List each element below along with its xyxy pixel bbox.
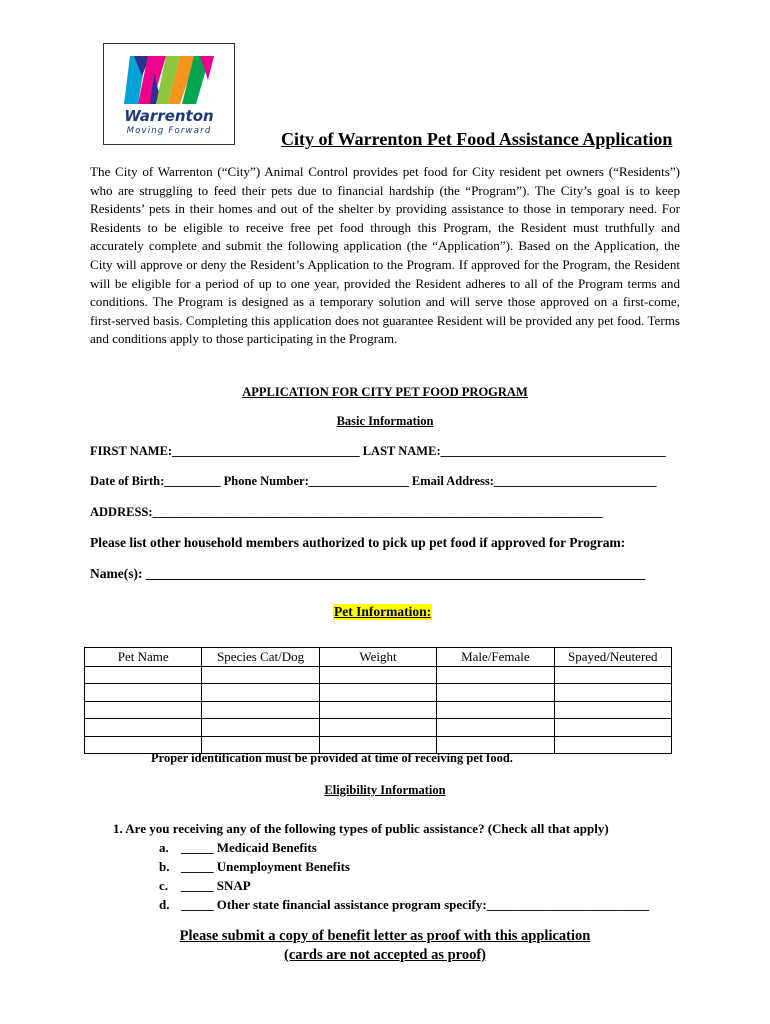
table-cell[interactable] (437, 701, 554, 718)
table-cell[interactable] (437, 719, 554, 736)
col-pet-name: Pet Name (85, 648, 202, 667)
option-letter: a. (159, 840, 169, 855)
table-cell[interactable] (319, 719, 436, 736)
table-row (85, 667, 672, 684)
last-name-field[interactable]: LAST NAME:____________________________________ (359, 444, 666, 458)
option-text: _____ Other state financial assistance program specify:_________________________ (181, 897, 650, 912)
table-cell[interactable] (554, 719, 671, 736)
table-cell[interactable] (437, 684, 554, 701)
option-unemployment[interactable] (159, 859, 350, 875)
option-medicaid[interactable] (159, 840, 317, 856)
first-name-field[interactable]: FIRST NAME:______________________________ (90, 444, 360, 458)
table-cell[interactable] (85, 667, 202, 684)
option-letter: d. (159, 897, 170, 912)
basic-info-heading: Basic Information (336, 414, 434, 428)
option-other[interactable] (159, 897, 649, 913)
logo-tagline: Moving Forward (126, 126, 212, 136)
table-row (85, 719, 672, 736)
table-cell[interactable] (202, 701, 319, 718)
eligibility-heading: Eligibility Information (324, 783, 446, 797)
email-field[interactable]: Email Address:__________________________ (408, 474, 657, 488)
table-cell[interactable] (85, 701, 202, 718)
table-cell[interactable] (85, 719, 202, 736)
table-cell[interactable] (554, 736, 671, 753)
pet-table (84, 647, 672, 754)
page-title: City of Warrenton Pet Food Assistance Application (281, 129, 673, 149)
option-text: _____ Unemployment Benefits (181, 859, 350, 874)
identification-note: Proper identification must be provided at time of receiving pet food. (151, 751, 513, 765)
col-spayed: Spayed/Neutered (554, 648, 671, 667)
col-species: Species Cat/Dog (202, 648, 319, 667)
submit-note-cards: (cards are not accepted as proof) (283, 947, 487, 963)
table-row (85, 684, 672, 701)
table-cell[interactable] (554, 684, 671, 701)
household-names-field[interactable]: Name(s): __________________________________________________________________________ (90, 566, 646, 581)
city-logo (103, 43, 235, 145)
option-letter: c. (159, 878, 169, 893)
option-snap[interactable] (159, 878, 251, 894)
dob-field[interactable]: Date of Birth:_________ (90, 474, 221, 488)
application-heading: APPLICATION FOR CITY PET FOOD PROGRAM (242, 385, 528, 399)
col-weight: Weight (319, 648, 436, 667)
table-cell[interactable] (202, 684, 319, 701)
table-cell[interactable] (202, 719, 319, 736)
logo-name: Warrenton (124, 107, 214, 125)
phone-field[interactable]: Phone Number:________________ (220, 474, 409, 488)
table-cell[interactable] (554, 701, 671, 718)
address-field[interactable]: ADDRESS:________________________________________________________________________ (90, 505, 603, 519)
contact-row (90, 474, 690, 489)
table-cell[interactable] (437, 667, 554, 684)
option-letter: b. (159, 859, 170, 874)
table-cell[interactable] (85, 684, 202, 701)
table-cell[interactable] (319, 701, 436, 718)
col-sex: Male/Female (437, 648, 554, 667)
question-1: 1. Are you receiving any of the following types of public assistance? (Check all that apply) (113, 821, 609, 836)
intro-paragraph: The City of Warrenton (“City”) Animal Control provides pet food for City resident pet owners (“Residents”) who are struggling to feed their pets due to financial hardship (the “Program”). The City’s goal is to keep Residents’ pets in their homes and out of the shelter by providing assistance to those in temporary need. For Residents to be eligible to receive free pet food through this Program, the Resident must truthfully and accurately complete and submit the following application (the “Application”). Based on the Application, the City will approve or deny the Resident’s Application to the Program. If approved for the Program, the Resident will be eligible for a period of up to one year, provided the Resident adheres to all of the Program terms and conditions. The Program is designed as a temporary solution and will serve those approved on a first-come, first-served basis. Completing this application does not guarantee Resident will be provided any pet food. Terms and conditions apply to those participating in the Program. (90, 164, 680, 347)
option-text: _____ Medicaid Benefits (181, 840, 317, 855)
table-row (85, 701, 672, 718)
table-cell[interactable] (202, 667, 319, 684)
submit-note: Please submit a copy of benefit letter as proof with this application (179, 928, 591, 944)
table-cell[interactable] (554, 667, 671, 684)
pet-table-header (85, 648, 672, 667)
table-cell[interactable] (319, 667, 436, 684)
household-prompt: Please list other household members authorized to pick up pet food if approved for Program: (90, 535, 626, 550)
table-cell[interactable] (319, 684, 436, 701)
pet-info-heading: Pet Information: (334, 604, 432, 619)
option-text: _____ SNAP (181, 878, 251, 893)
name-row (90, 444, 690, 459)
